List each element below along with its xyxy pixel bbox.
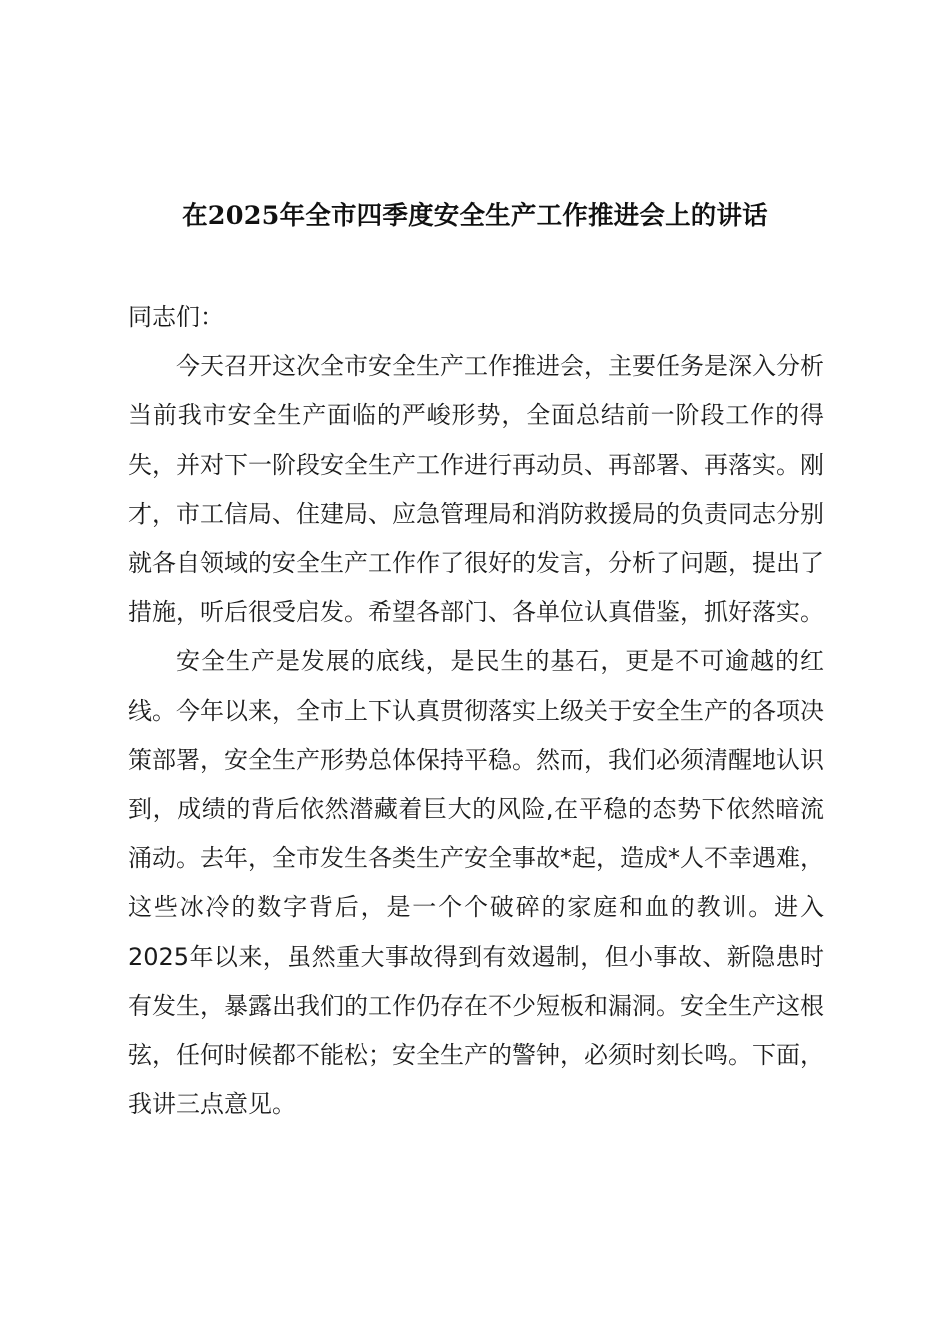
document-title: 在2025年全市四季度安全生产工作推进会上的讲话 [182,201,768,231]
paragraph-safety-situation: 安全生产是发展的底线，是民生的基石，更是不可逾越的红线。今年以来，全市上下认真贯彻落实上级关于安全生产的各项决策部署，安全生产形势总体保持平稳。然而，我们必须清醒地认识到，成绩的背后依然潜藏着巨大的风险,在平稳的态势下依然暗流涌动。去年，全市发生各类生产安全事故*起，造成*人不幸遇难，这些冰冷的数字背后，是一个个破碎的家庭和血的教训。进入2025年以来，虽然重大事故得到有效遏制，但小事故、新隐患时有发生，暴露出我们的工作仍存在不少短板和漏洞。安全生产这根弦，任何时候都不能松；安全生产的警钟，必须时刻长鸣。下面，我讲三点意见。 [128,647,824,1119]
document-body [128,293,824,1129]
greeting: 同志们： [128,303,224,331]
paragraph-opening: 今天召开这次全市安全生产工作推进会，主要任务是深入分析当前我市安全生产面临的严峻形势，全面总结前一阶段工作的得失，并对下一阶段安全生产工作进行再动员、再部署、再落实。刚才，市工信局、住建局、应急管理局和消防救援局的负责同志分别就各自领域的安全生产工作作了很好的发言，分析了问题，提出了措施，听后很受启发。希望各部门、各单位认真借鉴，抓好落实。 [128,352,824,627]
